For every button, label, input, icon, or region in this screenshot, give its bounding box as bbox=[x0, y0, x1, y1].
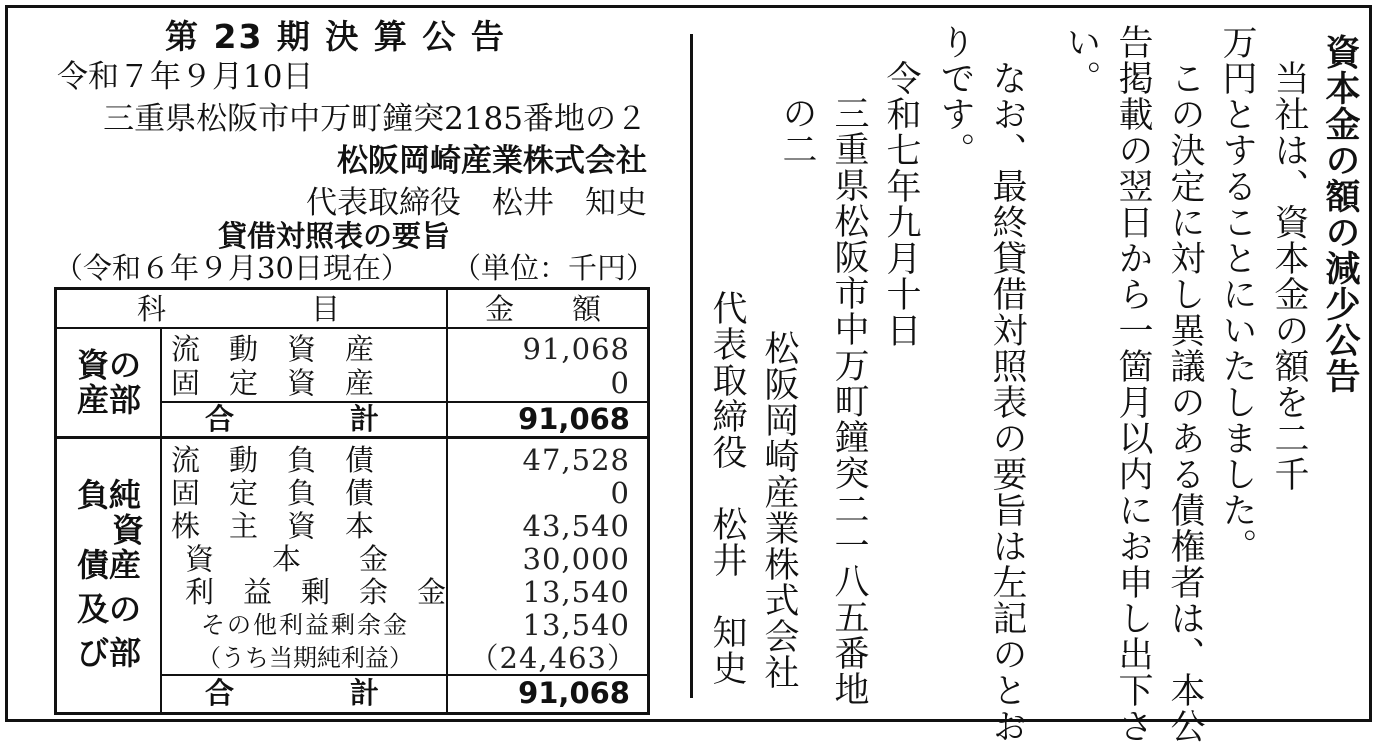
assets-total-value: 91,068 bbox=[518, 402, 630, 436]
row-value: 13,540 bbox=[522, 575, 630, 609]
settlement-title: 第 23 期 決 算 公 告 bbox=[165, 17, 506, 56]
representative: 代表取締役 松井 知史 bbox=[306, 185, 647, 221]
column-divider bbox=[690, 34, 693, 698]
row-label: 固 定 負 債 bbox=[171, 476, 375, 510]
row-label: 利 益 剰 余 金 bbox=[185, 575, 447, 609]
balance-sheet-title: 貸借対照表の要旨 bbox=[218, 219, 451, 253]
notice-date-vertical: 令和七年九月十日 bbox=[881, 60, 921, 348]
header-item: 科 目 bbox=[137, 292, 341, 326]
header-amount: 金 額 bbox=[485, 292, 602, 326]
amount-column-rule bbox=[446, 290, 448, 712]
liab-section-label-5: び部 bbox=[77, 634, 142, 672]
row-value: 0 bbox=[610, 366, 630, 400]
row-value: 13,540 bbox=[522, 608, 630, 642]
liab-section-label-2: 資 bbox=[112, 511, 145, 549]
assets-section-label: 資の bbox=[77, 346, 142, 384]
capital-reduction-title: 資本金の額の減少公告 bbox=[1320, 34, 1360, 394]
address-vertical: 三重県松阪市中万町鐘突二一八五番地 bbox=[829, 95, 869, 707]
notice-line-2: 万円とすることにいたしました。 bbox=[1217, 24, 1257, 564]
notice-line-3: この決定に対し異議のある債権者は、本公 bbox=[1165, 60, 1205, 744]
row-label: 固 定 資 産 bbox=[171, 366, 375, 400]
company-vertical: 松阪岡崎産業株式会社 bbox=[759, 330, 799, 690]
row-value: 47,528 bbox=[522, 443, 630, 477]
notice-line-4: 告掲載の翌日から一箇月以内にお申し出下さ bbox=[1113, 24, 1153, 744]
liab-section-label: 負純 bbox=[77, 476, 142, 514]
section-column-rule bbox=[160, 328, 162, 712]
company-address: 三重県松阪市中万町鐘突2185番地の２ bbox=[103, 101, 647, 137]
liab-total-label: 合 計 bbox=[205, 676, 380, 710]
notice-date: 令和７年９月10日 bbox=[57, 59, 314, 95]
row-label: （うち当期純利益） bbox=[197, 644, 413, 672]
assets-section-label-2: 産部 bbox=[77, 381, 142, 419]
row-value: 91,068 bbox=[522, 332, 630, 366]
row-label: 流 動 負 債 bbox=[171, 443, 375, 477]
header-rule bbox=[57, 327, 647, 329]
notice-line-1: 当社は、資本金の額を二千 bbox=[1269, 60, 1309, 492]
notice-line-7: りです。 bbox=[935, 24, 975, 168]
balance-sheet-date: （令和６年９月30日現在） bbox=[54, 251, 410, 285]
liab-section-label-4: 及の bbox=[77, 590, 142, 628]
notice-line-6: なお、最終貸借対照表の要旨は左記のとお bbox=[987, 60, 1027, 744]
row-label: その他利益剰余金 bbox=[201, 611, 409, 639]
row-label: 株 主 資 本 bbox=[171, 509, 375, 543]
assets-total-label: 合 計 bbox=[205, 402, 380, 436]
assets-section-rule bbox=[57, 436, 647, 439]
row-label: 資 本 金 bbox=[185, 542, 389, 576]
address-vertical-2: の二 bbox=[777, 95, 817, 167]
row-value: 30,000 bbox=[522, 542, 630, 576]
row-label: 流 動 資 産 bbox=[171, 332, 375, 366]
liab-section-label-3: 債産 bbox=[77, 546, 142, 584]
row-value: （24,463） bbox=[469, 641, 637, 675]
row-value: 43,540 bbox=[522, 509, 630, 543]
liab-total-value: 91,068 bbox=[518, 676, 630, 710]
balance-sheet-table bbox=[54, 287, 650, 715]
balance-sheet-unit: （単位：千円） bbox=[452, 251, 656, 285]
notice-line-5: い。 bbox=[1061, 24, 1101, 96]
row-value: 0 bbox=[610, 476, 630, 510]
company-name: 松阪岡崎産業株式会社 bbox=[337, 143, 647, 179]
representative-vertical: 代表取締役 松井 知史 bbox=[707, 290, 747, 686]
